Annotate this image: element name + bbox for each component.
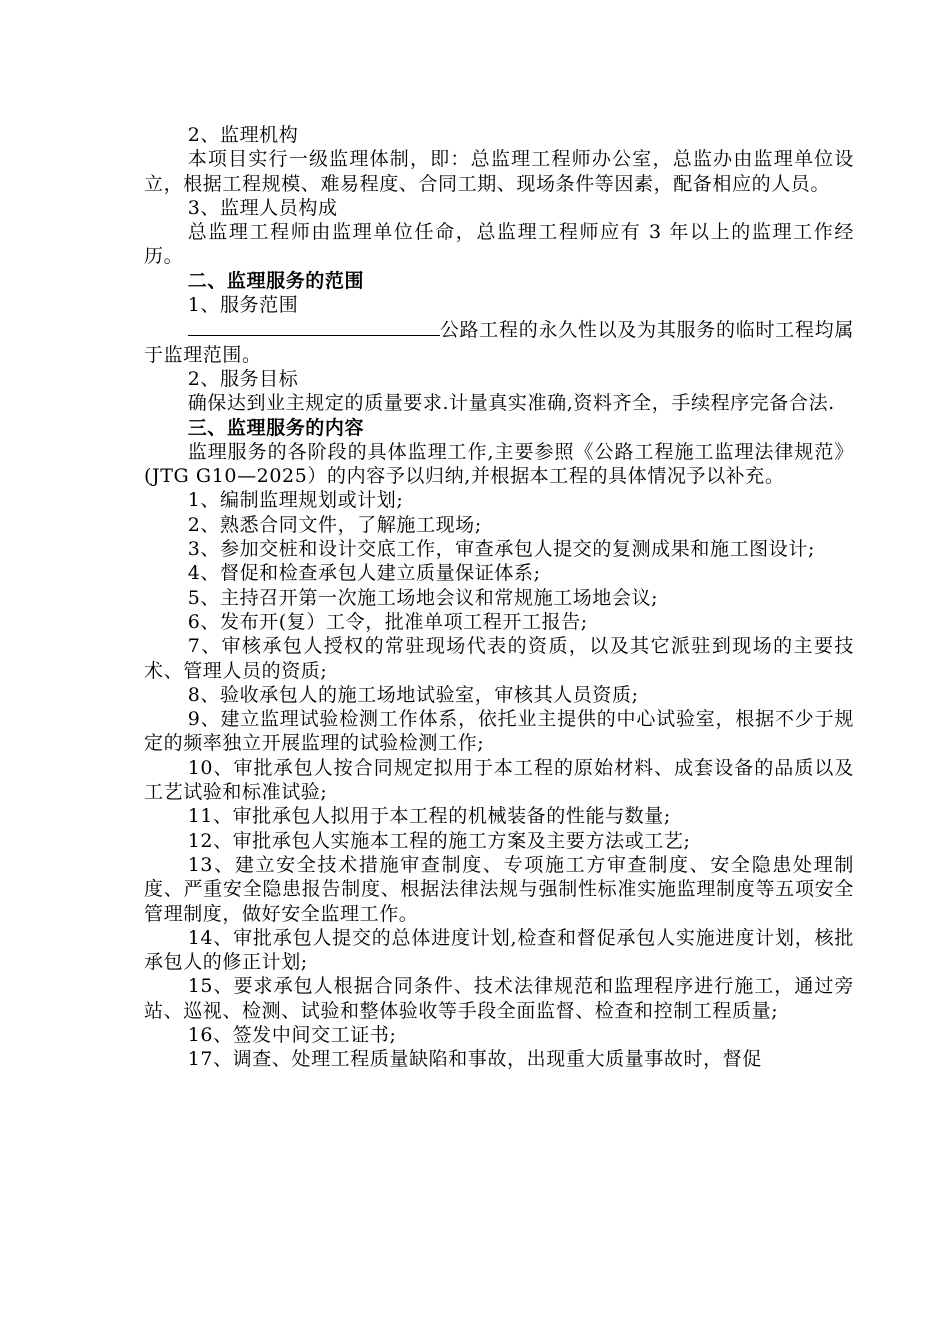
section-heading: 2、监理机构: [187, 124, 299, 146]
list-item: 6、发布开(复）工令，批准单项工程开工报告;: [187, 610, 588, 633]
document-page: [144, 123, 854, 1072]
list-item: 3、参加交桩和设计交底工作，审查承包人提交的复测成果和施工图设计;: [187, 538, 815, 561]
list-item: 14、审批承包人提交的总体进度计划,检查和督促承包人实施进度计划，核批承包人的修正计划;: [144, 926, 854, 974]
list-item: 17、调查、处理工程质量缺陷和事故，出现重大质量事故时，督促: [187, 1048, 762, 1071]
fill-in-blank: [188, 317, 440, 336]
list-item: 1、编制监理规划或计划;: [187, 489, 404, 512]
list-item: 5、主持召开第一次施工场地会议和常规施工场地会议;: [187, 586, 659, 609]
section-heading: 3、监理人员构成: [187, 196, 338, 219]
list-item: 7、审核承包人授权的常驻现场代表的资质，以及其它派驻到现场的主要技术、管理人员的资质;: [144, 635, 854, 682]
section-heading: 1、服务范围: [187, 294, 299, 317]
body-paragraph: 总监理工程师由监理单位任命，总监理工程师应有 3 年以上的监理工作经历。: [144, 221, 854, 268]
section-heading: 2、服务目标: [187, 367, 299, 390]
blank-paragraph-text: 公路工程的永久性以及为其服务的临时工程均属于监理范围。: [144, 319, 854, 366]
body-paragraph: 确保达到业主规定的质量要求.计量真实准确,资料齐全，手续程序完备合法.: [187, 392, 835, 415]
list-item: 13、建立安全技术措施审查制度、专项施工方审查制度、安全隐患处理制度、严重安全隐患报告制度、根据法律法规与强制性标准实施监理制度等五项安全管理制度，做好安全监理工作。: [144, 853, 854, 925]
body-paragraph: 本项目实行一级监理体制，即：总监理工程师办公室，总监办由监理单位设立，根据工程规模、难易程度、合同工期、现场条件等因素，配备相应的人员。: [144, 148, 854, 195]
list-item: 12、审批承包人实施本工程的施工方案及主要方法或工艺;: [187, 829, 691, 852]
chapter-heading: 二、监理服务的范围: [187, 269, 365, 292]
body-paragraph-with-blank: [144, 317, 854, 367]
list-item: 4、督促和检查承包人建立质量保证体系;: [187, 562, 541, 585]
list-item: 11、审批承包人拟用于本工程的机械装备的性能与数量;: [187, 805, 671, 828]
list-item: 8、验收承包人的施工场地试验室，审核其人员资质;: [187, 683, 639, 706]
list-item: 2、熟悉合同文件，了解施工现场;: [187, 513, 482, 536]
list-item: 10、审批承包人按合同规定拟用于本工程的原始材料、成套设备的品质以及工艺试验和标准试验;: [144, 756, 854, 804]
body-paragraph: 监理服务的各阶段的具体监理工作,主要参照《公路工程施工监理法律规范》(JTG G10—2025）的内容予以归纳,并根据本工程的具体情况予以补充。: [144, 440, 854, 488]
list-item: 16、签发中间交工证书;: [187, 1023, 397, 1046]
chapter-heading: 三、监理服务的内容: [187, 416, 365, 439]
list-item: 15、要求承包人根据合同条件、技术法律规范和监理程序进行施工，通过旁站、巡视、检测、试验和整体验收等手段全面监督、检查和控制工程质量;: [144, 975, 854, 1022]
list-item: 9、建立监理试验检测工作体系，依托业主提供的中心试验室，根据不少于规定的频率独立开展监理的试验检测工作;: [144, 708, 854, 755]
